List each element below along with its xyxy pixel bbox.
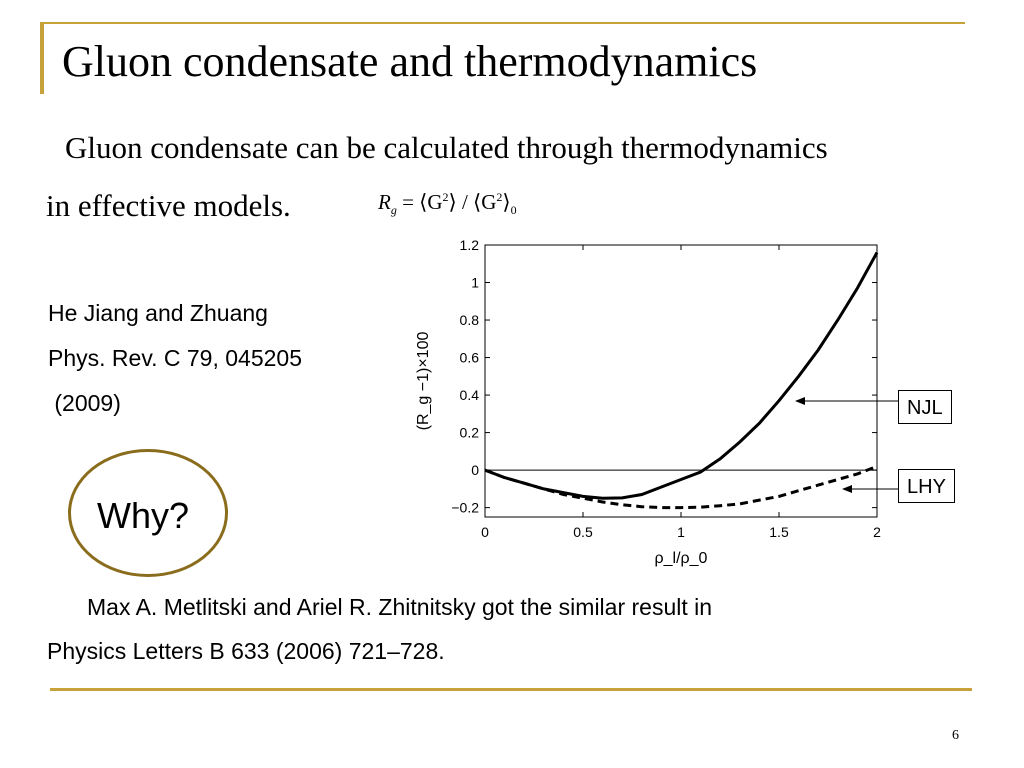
y-tick-label: 1.2 [459,237,479,253]
series-line-njl [485,253,877,499]
reference-authors: He Jiang and Zhuang [48,300,268,326]
y-tick-label: 0.2 [459,424,479,441]
condensate-chart [400,230,920,580]
formula-sup1: 2 [442,190,449,204]
formula-eq: = ⟨G [396,190,443,214]
formula-sup2: 2 [496,190,503,204]
y-tick-label: 1 [471,274,479,291]
x-tick-label: 0 [481,524,489,540]
y-tick-label: 0.8 [459,312,479,329]
slide-title: Gluon condensate and thermodynamics [62,37,758,86]
x-tick-label: 1 [677,524,685,540]
x-tick-label: 1.5 [769,524,789,540]
y-tick-label: 0.4 [459,387,479,404]
intro-line-1: Gluon condensate can be calculated through thermodynamics [65,130,828,165]
formula-sub0: 0 [510,203,517,218]
legend-box-njl: NJL [898,390,952,424]
formula-r-sub: g [390,203,397,218]
plot-frame [485,245,877,517]
formula-close: ⟩ [502,190,511,214]
y-tick-label: −0.2 [451,499,479,516]
title-accent-bar [40,22,44,94]
why-text: Why? [97,495,190,536]
x-tick-label: 2 [873,524,881,540]
intro-line-2: in effective models. [46,188,291,223]
condensate-formula [378,190,517,218]
y-tick-label: 0.6 [459,349,479,366]
bottom-rule [50,688,972,691]
page-number: 6 [952,728,959,743]
x-tick-label: 0.5 [573,524,593,540]
top-rule [40,22,965,24]
x-axis-label: ρ_l/ρ_0 [654,550,708,567]
formula-r: R [378,190,391,214]
footnote-line-2: Physics Letters B 633 (2006) 721–728. [47,638,445,664]
series-line-lhy [485,466,877,507]
reference-journal: Phys. Rev. C 79, 045205 [48,345,302,371]
y-axis-label: (R_g −1)×100 [415,331,432,431]
reference-year: (2009) [48,390,121,416]
y-tick-label: 0 [471,462,479,479]
formula-mid: ⟩ / ⟨G [448,190,497,214]
legend-box-lhy: LHY [898,469,955,503]
footnote-line-1: Max A. Metlitski and Ariel R. Zhitnitsky got the similar result in [87,594,713,620]
